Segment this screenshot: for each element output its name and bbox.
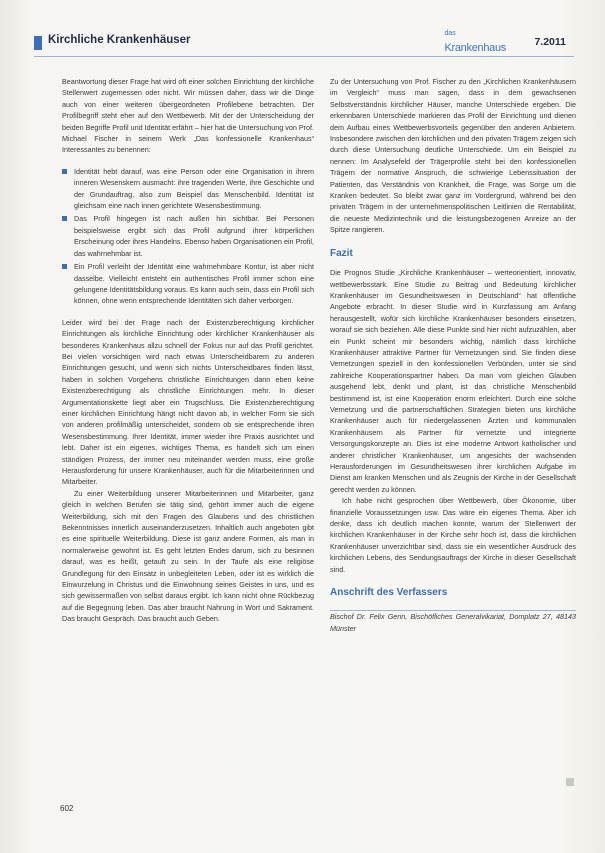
bullet-item xyxy=(62,166,314,212)
issue-number: 7.2011 xyxy=(534,36,566,48)
paragraph: Beantwortung dieser Frage hat wird oft einer solchen Einrichtung der kirchliche Stellenwert zugemessen oder nicht. Wir müssen daher, dass wir die Dinge auch von einer weiteren übergeordneten Profilebene betrachten. Der Profilbegriff steht eher auf den Wettbewerb. Mit der der Unterscheidung der beiden Begriffe Profil und Identität erfährt – hier hat die Untersuchung von Prof. Michael Fischer in seinem Werk „Das konfessionelle Krankenhaus“ Interessantes zu benennen: xyxy=(62,77,314,155)
page-number: 602 xyxy=(60,804,74,813)
paragraph: Zu der Untersuchung von Prof. Fischer zu den „Kirchlichen Krankenhäusern im Vergleich“ muss man sagen, dass in dem gewachsenen Selbstverständnis kirchlicher Häuser, manche Unterschiede ergeben. Die erkennbaren Unterschiede markieren das Profil der Einrichtung und dienen dem Aufbau eines Wettbewerbsvorteils gegenüber den anderen Anbietern. Insbesondere zwischen den kirchlichen und den privaten Trägern zeigen sich durch diese Untersuchung deutliche Unterschiede. Um ein Beispiel zu nennen: Im Analysefeld der Trägerprofile steht bei den konfessionellen Trägern der normative Anspruch, die schwierige Lebenssituation der Patienten, das Verständnis von Krankheit, die Frage, was Sorge um die Kranken bedeutet. So bleibt zwar ganz im Vordergrund, während bei den privaten Trägern in der unternehmenspolitischen Leitlinien die Rentabilität, die neueste Medizintechnik und die leistungsbezogenen Anreize an der Spitze rangieren. xyxy=(330,77,576,235)
section-heading-fazit: Fazit xyxy=(330,247,353,259)
bullet-square-icon xyxy=(62,169,67,174)
bullet-square-icon xyxy=(62,216,67,221)
header-rule xyxy=(34,56,574,57)
bullet-list xyxy=(62,166,314,307)
bullet-text: Ein Profil verleiht der Identität eine wahrnehmbare Kontur, ist aber nicht dasselbe. Vielleicht entsteht ein authentisches Profil immer schon eine gelungene Identitätsbildung voraus. Es kann auch sein, dass ein Profil sich können, ohne wenn entsprechende Identitäten sich daher verborgen. xyxy=(74,262,314,306)
section-heading-author: Anschrift des Verfassers xyxy=(330,587,448,599)
logo-name: Krankenhaus xyxy=(444,42,506,54)
bullet-item xyxy=(62,213,314,259)
magazine-logo xyxy=(444,30,506,56)
bullet-item xyxy=(62,261,314,307)
bullet-text: Das Profil hingegen ist nach außen hin sichtbar. Bei Personen beispielsweise ergibt sich das Profil aufgrund ihrer körperlichen Erscheinung oder ihres Handelns. Ebenso haben Organisationen ein Profil, das wahrnehmbar ist. xyxy=(74,214,314,258)
bullet-text: Identität hebt darauf, was eine Person oder eine Organisation in ihrem inneren Wesenskern ausmacht: ihre tragenden Werte, ihre Geschichte und der Grundauftrag, also zum Beispiel das Menschenbild. Identität ist gleichsam eine nach innen gerichtete Wesensbestimmung. xyxy=(74,166,314,211)
page-header xyxy=(34,30,574,60)
paragraph: Die Prognos Studie „Kirchliche Krankenhäuser – werteorientiert, innovativ, wettbewerbsstark. Eine Studie zu Beitrag und Bedeutung kirchlicher Krankenhäuser im Gesundheitswesen in Deutschland“ hat öffentliche Angebote erbracht. In dieser Studie wird in Kurzfassung am Anfang herausgestellt, wofür sich kirchliche Krankenhäuser besonders einsetzen, worauf sie sich beziehen. Alle diese Punkte sind hier nicht aufzuzählen, aber ein Punkt scheint mir besonders wichtig, nämlich dass kirchliche Krankenhäuser attraktive Partner für Vernetzungen sind. Sie finden diese Vernetzungen speziell in den konfessionellen Verbünden, unter sie sind zahlreiche Kooperationspartner haben. Da man vom gleichen Glauben ausgehend lebt, denkt und plant, ist das christliche Menschenbild bestimmend ist, ist eine Kooperation enorm erleichtert. Durch eine solche Vernetzung und die partnerschaftlichen Strategien bieten uns kirchliche Krankenhäuser auch für niedergelassenen Ärzten und kommunalen Krankenhäusern als Partner für vernetzte und integrierte Versorgungskonzepte an. Dies ist eine moderne Antwort katholischer und anderer christlicher Krankenhäuser, um angesichts der wachsenden Herausforderungen im Gesundheitswesen ihrer kirchlichen Aufgabe im Dienst am kranken Menschen und als Zeugnis der Kirche in der Gesellschaft gerecht werden zu können. xyxy=(330,268,576,494)
section-title: Kirchliche Krankenhäuser xyxy=(48,34,191,46)
left-column xyxy=(62,76,314,625)
author-address: Bischof Dr. Felix Genn, Bischöfliches Generalvikariat, Domplatz 27, 48143 Münster xyxy=(330,612,576,633)
paragraph: Leider wird bei der Frage nach der Existenzberechtigung kirchlicher Einrichtungen als kirchliche Einrichtung oder kirchlicher Krankenhäuser als besonderes Krankenhaus allzu schnell der Fokus nur auf das Profil gerichtet. Bei vielen vorsichtigen wird nach etwas Unterscheidbarem zu anderen Einrichtungen gesucht, und wenn sich nichts Unterscheidbares finden lässt, haben in solchen Vorgehens christliche Einrichtungen dann eben keine Existenzberechtigung als christliche Einrichtungen mehr. In dieser Argumentationskette liegt aber ein Trugschluss. Die Existenzberechtigung einer kirchlichen Einrichtung hängt nicht davon ab, in welcher Form sie sich von anderen profilmäßig unterscheidet, sondern ob sie entsprechende ihren Wesensbestimmung. Ihrer Identität, immer wieder ihre Praxis ausrichtet und lebt. Daher ist ein eigenes, wichtiges Thema, es handelt sich um einen ständigen Prozess, der immer neu miteinander werden muss, eine große Herausforderung für unsere Krankenhäuser, auch für die Mitarbeiterinnen und Mitarbeiter. xyxy=(62,317,314,487)
paragraph: Zu einer Weiterbildung unserer Mitarbeiterinnen und Mitarbeiter, ganz gleich in welchen Berufen sie tätig sind, gehört immer auch die eigene Weiterbildung, sich mit den Fragen des Glaubens und des christlichen Bekenntnisses innerlich auseinanderzusetzen. Inhaltlich auch angeboten gibt es eine spirituelle Weiterbildung. Diese ist ganz andere Formen, als man in normalerweise gewohnt ist. Es geht letzten Endes darum, sich zu besinnen darauf, was es heißt, getauft zu sein. In der Taufe als eine religiöse Grundlegung für den Einsatz in unbegleiteten Leben, oder ist es wirklich die Einwurzelung in Christus und die Einwohnung seines Geistes in uns, und es sich gewissermaßen von selbst daraus ergibt. Ich kann nicht ohne Rückbezug auf die Begegnung leben. Das aber braucht Nahrung in Wort und Sakrament. Das braucht Gespräch. Das braucht auch Geben. xyxy=(62,488,314,624)
bullet-square-icon xyxy=(62,264,67,269)
section-marker xyxy=(34,36,42,50)
logo-prefix: das xyxy=(444,30,456,37)
end-mark-icon xyxy=(566,778,574,786)
paragraph: Ich habe nicht gesprochen über Wettbewerb, über Ökonomie, über finanzielle Voraussetzungen usw. Das wäre ein eigenes Thema. Aber ich denke, dass ich deutlich machen konnte, warum der Stellenwert der kirchlichen Krankenhäuser in der Kirche sehr hoch ist, dass die kirchlichen Krankenhäuser unverzichtbar sind, dass sie ein wesentlicher Ausdruck des kirchlichen Lebens, des Sendungsauftrags der Kirche in dieser Gesellschaft sind. xyxy=(330,496,576,574)
right-column xyxy=(330,76,576,634)
